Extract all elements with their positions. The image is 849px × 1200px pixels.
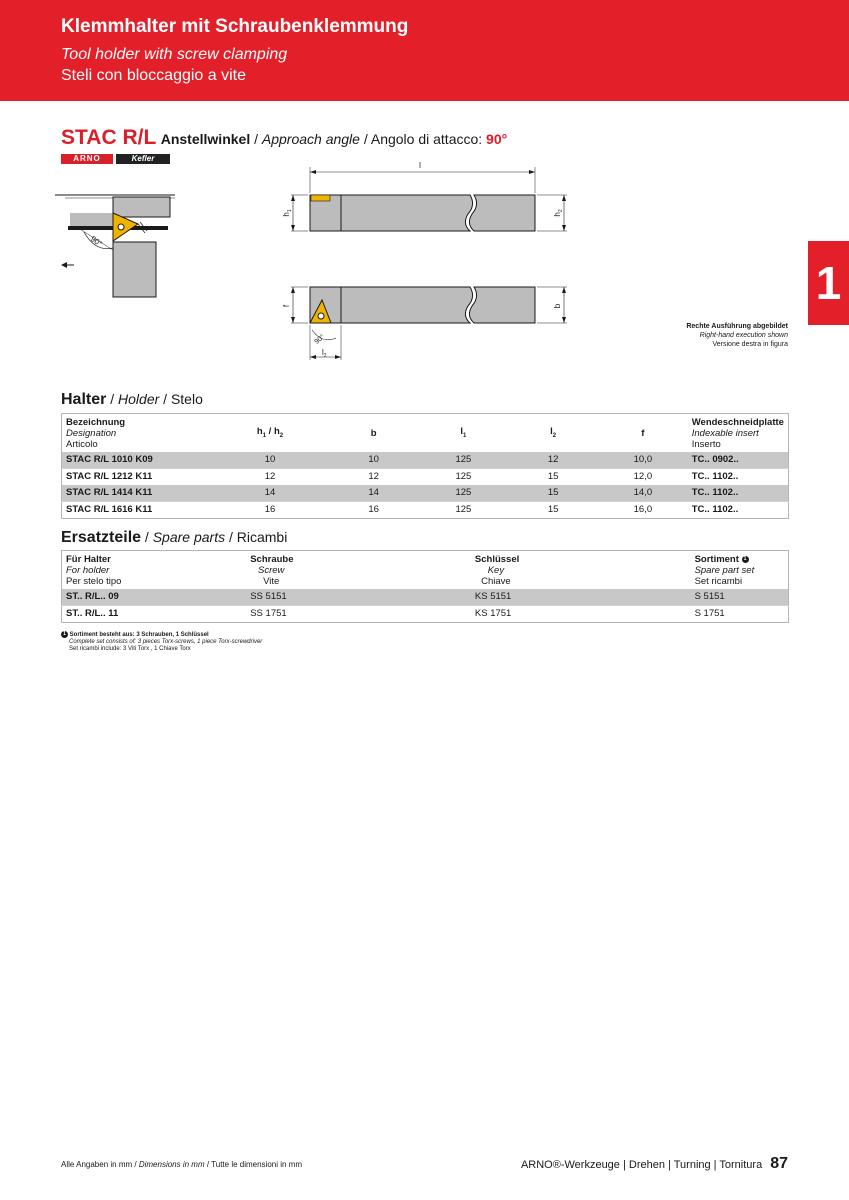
cell-f: 16,0 xyxy=(598,502,688,519)
col-f: f xyxy=(641,428,645,439)
angle-detail-label: 90° xyxy=(88,234,104,249)
cell-insert: TC.. 1102.. xyxy=(688,469,789,486)
cell-holder: ST.. R/L.. 11 xyxy=(62,606,247,623)
execution-note xyxy=(686,322,788,349)
dim-l-label: l xyxy=(419,161,421,170)
table-row xyxy=(62,606,789,623)
footnote-marker-icon: 1 xyxy=(742,556,749,563)
cell-l1: 125 xyxy=(419,469,509,486)
separator: / xyxy=(132,1160,139,1169)
cell-b: 12 xyxy=(329,469,419,486)
table-row xyxy=(62,502,789,519)
holder-title-en: Holder xyxy=(118,391,160,407)
separator: / xyxy=(204,1160,212,1169)
cell-l2: 15 xyxy=(508,469,598,486)
dim-h2-label: $h_2$ xyxy=(553,209,564,217)
footer-right xyxy=(521,1155,788,1173)
footer-units-de: Alle Angaben in mm xyxy=(61,1160,133,1169)
cell-designation: STAC R/L 1616 K11 xyxy=(62,502,212,519)
cell-b: 16 xyxy=(329,502,419,519)
cell-designation: STAC R/L 1212 K11 xyxy=(62,469,212,486)
footer-breadcrumb: ARNO®-Werkzeuge | Drehen | Turning | Tornitura xyxy=(520,1159,763,1171)
top-view xyxy=(291,287,567,360)
col-set: Sortiment 1 Spare part set Set ricambi xyxy=(694,554,755,587)
dim-b-label: b xyxy=(553,303,562,309)
col-insert: Wendeschneidplatte Indexable insert Inserto xyxy=(691,417,784,450)
table-row xyxy=(62,469,789,486)
cell-l1: 125 xyxy=(419,502,509,519)
footnote-de: Sortiment besteht aus: 3 Schrauben, 1 Schlüssel xyxy=(69,632,209,639)
chapter-tab: 1 xyxy=(808,241,849,325)
cell-l2: 15 xyxy=(508,502,598,519)
cell-set: S 1751 xyxy=(691,606,789,623)
col-for-holder: Für Halter For holder Per stelo tipo xyxy=(66,554,122,587)
dim-f-label: f xyxy=(282,304,291,308)
table-row xyxy=(62,589,789,606)
dim-h1-label: $h_1$ xyxy=(282,209,293,217)
cell-b: 10 xyxy=(329,452,419,469)
page-number: 87 xyxy=(770,1155,788,1172)
execution-note-de: Rechte Ausführung abgebildet xyxy=(686,323,788,330)
table-row xyxy=(62,452,789,469)
execution-note-it: Versione destra in figura xyxy=(712,341,788,348)
cell-designation: STAC R/L 1414 K11 xyxy=(62,485,212,502)
header-title-de: Klemmhalter mit Schraubenklemmung xyxy=(61,16,409,37)
spare-section-title: Ersatzteile / Spare parts / Ricambi xyxy=(61,529,288,546)
cell-f: 12,0 xyxy=(598,469,688,486)
top-view-angle-label: 90° xyxy=(313,333,327,346)
product-code: STAC R/L xyxy=(61,126,157,149)
holder-title-de: Halter xyxy=(61,391,107,408)
holder-section-title: Halter / Holder / Stelo xyxy=(61,391,203,408)
col-screw: Schraube Screw Vite xyxy=(250,554,294,587)
cell-l2: 12 xyxy=(508,452,598,469)
spare-table-header xyxy=(62,551,789,590)
approach-angle-detail xyxy=(55,195,175,297)
footnote-en: Complete set consists of: 3 pieces Torx-screws, 1 piece Torx-screwdriver xyxy=(69,639,263,646)
footnote-marker-icon: 1 xyxy=(61,631,68,638)
cell-screw: SS 5151 xyxy=(246,589,471,606)
holder-table xyxy=(61,413,789,519)
header-title-en: Tool holder with screw clamping xyxy=(61,46,288,63)
separator: / xyxy=(250,131,262,147)
spare-table xyxy=(61,550,789,623)
cell-h: 10 xyxy=(211,452,329,469)
header-title-it: Steli con bloccaggio a vite xyxy=(61,67,246,84)
footer-units-note xyxy=(61,1160,302,1169)
cell-holder: ST.. R/L.. 09 xyxy=(62,589,247,606)
execution-note-en: Right-hand execution shown xyxy=(699,332,788,339)
holder-table-header xyxy=(62,414,789,453)
angle-label-en: Approach angle xyxy=(261,131,360,147)
col-b: b xyxy=(370,428,377,439)
col-l1: $l_1$ xyxy=(460,425,467,439)
cell-l2: 15 xyxy=(508,485,598,502)
angle-label-de: Anstellwinkel xyxy=(160,131,251,147)
side-view xyxy=(291,167,567,231)
cell-key: KS 5151 xyxy=(471,589,691,606)
cell-key: KS 1751 xyxy=(471,606,691,623)
kefler-logo: Kefler xyxy=(116,154,170,164)
cell-b: 14 xyxy=(329,485,419,502)
cell-insert: TC.. 0902.. xyxy=(688,452,789,469)
cell-h: 14 xyxy=(211,485,329,502)
cell-f: 10,0 xyxy=(598,452,688,469)
cell-l1: 125 xyxy=(419,452,509,469)
table-row xyxy=(62,485,789,502)
spare-title-it: Ricambi xyxy=(236,529,288,545)
cell-designation: STAC R/L 1010 K09 xyxy=(62,452,212,469)
col-l2: $l_2$ xyxy=(550,425,557,439)
cell-set: S 5151 xyxy=(691,589,789,606)
angle-label-it: Angolo di attacco: xyxy=(370,131,487,147)
footer-units-it: Tutte le dimensioni in mm xyxy=(211,1160,303,1169)
cell-l1: 125 xyxy=(419,485,509,502)
col-key: Schlüssel Key Chiave xyxy=(474,554,520,587)
cell-h: 16 xyxy=(211,502,329,519)
col-designation: Bezeichnung Designation Articolo xyxy=(66,417,126,450)
spare-set-footnote xyxy=(61,631,262,653)
arno-logo: ARNO xyxy=(61,154,113,164)
spare-title-de: Ersatzteile xyxy=(61,529,142,546)
cell-insert: TC.. 1102.. xyxy=(688,502,789,519)
footnote-it: Set ricambi include: 3 Viti Torx , 1 Chiave Torx xyxy=(69,646,191,653)
col-h1-h2: $h_1 / h_2$ xyxy=(256,425,284,439)
separator: / xyxy=(359,131,371,147)
cell-h: 12 xyxy=(211,469,329,486)
footer-units-en: Dimensions in mm xyxy=(138,1160,205,1169)
cell-screw: SS 1751 xyxy=(246,606,471,623)
spare-title-en: Spare parts xyxy=(152,529,226,545)
holder-title-it: Stelo xyxy=(170,391,203,407)
angle-value: 90° xyxy=(486,131,508,147)
cell-f: 14,0 xyxy=(598,485,688,502)
dim-l2-label: $l_2$ xyxy=(322,348,327,359)
cell-insert: TC.. 1102.. xyxy=(688,485,789,502)
